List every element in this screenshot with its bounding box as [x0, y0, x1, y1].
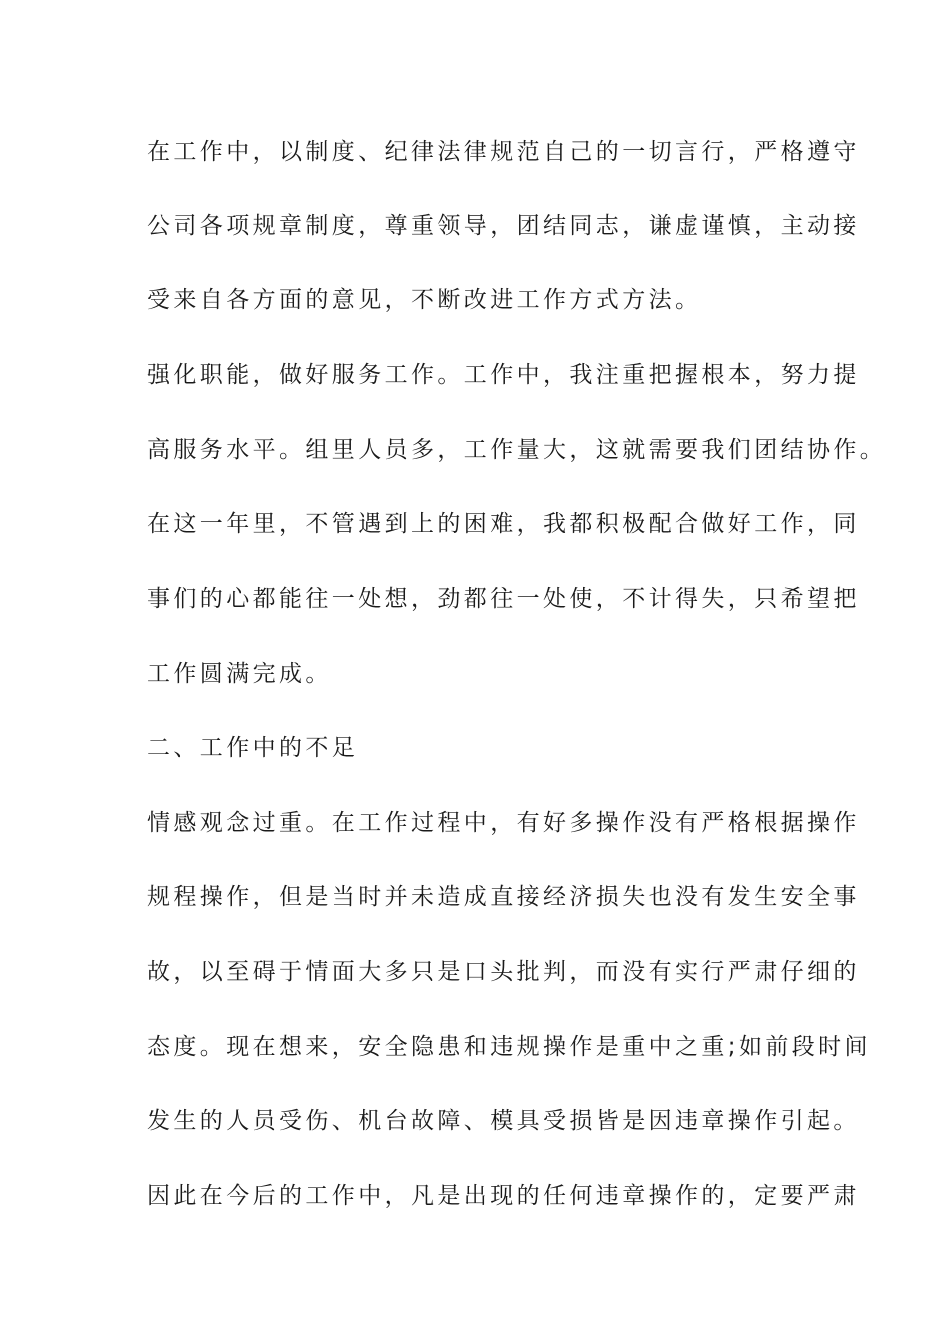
- text-line-11: 规程操作，但是当时并未造成直接经济损失也没有发生安全事: [147, 884, 860, 910]
- text-line-15: 因此在今后的工作中，凡是出现的任何违章操作的，定要严肃: [147, 1183, 860, 1209]
- text-line-5: 高服务水平。组里人员多，工作量大，这就需要我们团结协作。: [147, 437, 887, 463]
- section-heading: 二、工作中的不足: [147, 735, 359, 761]
- text-line-8: 工作圆满完成。: [147, 661, 332, 687]
- text-line-2: 公司各项规章制度，尊重领导，团结同志，谦虚谨慎，主动接: [147, 213, 860, 239]
- text-line-3: 受来自各方面的意见，不断改进工作方式方法。: [147, 287, 702, 313]
- text-line-7: 事们的心都能往一处想，劲都往一处使，不计得失，只希望把: [147, 586, 860, 612]
- text-line-10: 情感观念过重。在工作过程中，有好多操作没有严格根据操作: [147, 810, 860, 836]
- text-line-13: 态度。现在想来，安全隐患和违规操作是重中之重;如前段时间: [147, 1034, 871, 1060]
- text-line-4: 强化职能，做好服务工作。工作中，我注重把握根本，努力提: [147, 362, 860, 388]
- text-line-12: 故，以至碍于情面大多只是口头批判，而没有实行严肃仔细的: [147, 959, 860, 985]
- text-line-1: 在工作中，以制度、纪律法律规范自己的一切言行，严格遵守: [147, 139, 860, 165]
- text-line-14: 发生的人员受伤、机台故障、模具受损皆是因违章操作引起。: [147, 1108, 860, 1134]
- text-line-6: 在这一年里，不管遇到上的困难，我都积极配合做好工作，同: [147, 511, 860, 537]
